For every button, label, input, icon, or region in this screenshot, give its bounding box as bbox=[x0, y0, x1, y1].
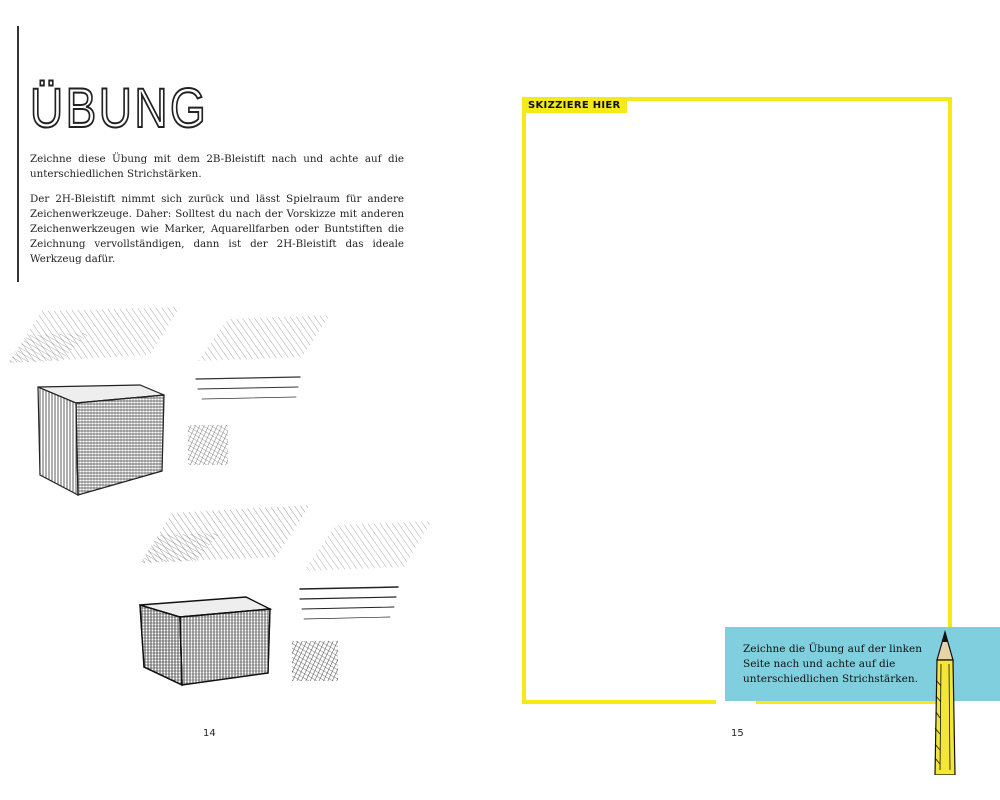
intro-paragraph-2: Der 2H-Bleistift nimmt sich zurück und lässt Spielraum für andere Zeichenwerkzeuge. Daher: Solltest du nach der Vorskizze mit anderen Zeichenwerkzeugen wie Marker, Aquarellfarben oder Buntstiften die Zeichnung vervollständigen, dann ist der 2H-Bleistift das ideale Werkzeug dafür. bbox=[30, 193, 404, 265]
hatching-illustration bbox=[0, 295, 440, 695]
tip-text: Zeichne die Übung auf der linken Seite nach und achte auf die unterschiedlichen Strichstärken. bbox=[743, 643, 922, 685]
vertical-rule bbox=[17, 26, 19, 282]
page-number-right: 15 bbox=[731, 728, 744, 739]
line-samples-2 bbox=[300, 587, 398, 619]
intro-text bbox=[30, 152, 404, 277]
hatch-strokes-1 bbox=[8, 307, 180, 363]
cube-sketch-1 bbox=[38, 385, 164, 495]
sketch-area[interactable] bbox=[522, 97, 952, 704]
cube-sketch-2 bbox=[140, 597, 270, 685]
pencil-icon bbox=[925, 630, 965, 775]
page-number-left: 14 bbox=[203, 728, 216, 739]
hatch-strokes-4 bbox=[304, 521, 432, 571]
line-samples-1 bbox=[196, 377, 300, 399]
crosshatch-swatch-2 bbox=[292, 641, 338, 681]
sketch-area-label: SKIZZIERE HIER bbox=[522, 97, 627, 113]
intro-paragraph-1: Zeichne diese Übung mit dem 2B-Bleistift nach und achte auf die unterschiedlichen Strichstärken. bbox=[30, 153, 404, 180]
hatch-strokes-3 bbox=[140, 505, 310, 563]
page-title: ÜBUNG bbox=[30, 76, 209, 139]
crosshatch-swatch-1 bbox=[188, 425, 228, 465]
hatch-strokes-2 bbox=[198, 315, 330, 361]
